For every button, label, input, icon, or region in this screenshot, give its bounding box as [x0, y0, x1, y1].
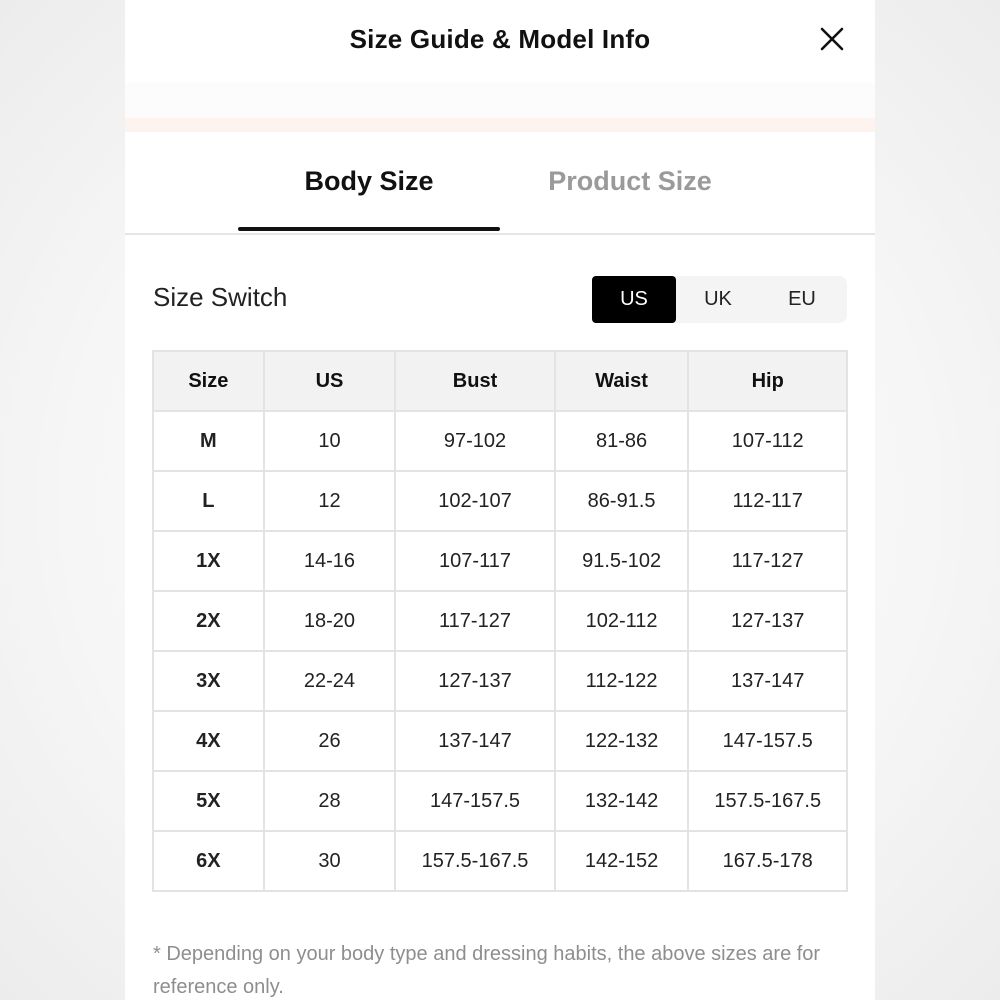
- size-guide-modal: [125, 0, 875, 1000]
- size-cell: 3X: [153, 651, 264, 711]
- table-row: [153, 411, 847, 471]
- waist-cell: 112-122: [555, 651, 689, 711]
- section-divider-band: [125, 118, 875, 132]
- hip-cell: 147-157.5: [688, 711, 847, 771]
- waist-cell: 91.5-102: [555, 531, 689, 591]
- size-cell: 5X: [153, 771, 264, 831]
- waist-cell: 132-142: [555, 771, 689, 831]
- table-row: [153, 591, 847, 651]
- size-cell: 6X: [153, 831, 264, 891]
- tab-body-size[interactable]: Body Size: [304, 166, 434, 196]
- hip-cell: 127-137: [688, 591, 847, 651]
- us-cell: 22-24: [264, 651, 396, 711]
- waist-cell: 86-91.5: [555, 471, 689, 531]
- hip-cell: 107-112: [688, 411, 847, 471]
- close-button[interactable]: [817, 24, 847, 54]
- size-cell: 1X: [153, 531, 264, 591]
- size-cell: 4X: [153, 711, 264, 771]
- bust-cell: 157.5-167.5: [395, 831, 555, 891]
- waist-cell: 102-112: [555, 591, 689, 651]
- us-cell: 30: [264, 831, 396, 891]
- size-chart-table: [152, 350, 848, 892]
- size-disclaimer-note: * Depending on your body type and dressing habits, the above sizes are for reference only.: [153, 943, 821, 998]
- modal-header: [125, 0, 875, 82]
- column-header-size: Size: [153, 351, 264, 411]
- model-info-area: [125, 82, 875, 118]
- unit-option-uk[interactable]: UK: [704, 288, 732, 310]
- table-row: [153, 651, 847, 711]
- waist-cell: 122-132: [555, 711, 689, 771]
- hip-cell: 117-127: [688, 531, 847, 591]
- bust-cell: 147-157.5: [395, 771, 555, 831]
- size-cell: 2X: [153, 591, 264, 651]
- size-switch-label: Size Switch: [153, 282, 288, 312]
- hip-cell: 137-147: [688, 651, 847, 711]
- table-row: [153, 471, 847, 531]
- us-cell: 12: [264, 471, 396, 531]
- hip-cell: 112-117: [688, 471, 847, 531]
- column-header-hip: Hip: [688, 351, 847, 411]
- us-cell: 18-20: [264, 591, 396, 651]
- size-unit-switch: [592, 276, 847, 323]
- size-cell: L: [153, 471, 264, 531]
- bust-cell: 137-147: [395, 711, 555, 771]
- column-header-us: US: [264, 351, 396, 411]
- tab-product-size[interactable]: Product Size: [548, 166, 712, 196]
- column-header-waist: Waist: [555, 351, 689, 411]
- active-tab-indicator: [238, 227, 500, 231]
- bust-cell: 102-107: [395, 471, 555, 531]
- us-cell: 10: [264, 411, 396, 471]
- bust-cell: 97-102: [395, 411, 555, 471]
- bust-cell: 117-127: [395, 591, 555, 651]
- us-cell: 14-16: [264, 531, 396, 591]
- close-icon: [817, 24, 847, 54]
- table-row: [153, 711, 847, 771]
- table-row: [153, 831, 847, 891]
- unit-option-eu[interactable]: EU: [788, 288, 816, 310]
- us-cell: 28: [264, 771, 396, 831]
- table-row: [153, 531, 847, 591]
- us-cell: 26: [264, 711, 396, 771]
- waist-cell: 81-86: [555, 411, 689, 471]
- bust-cell: 107-117: [395, 531, 555, 591]
- hip-cell: 157.5-167.5: [688, 771, 847, 831]
- modal-title: Size Guide & Model Info: [349, 24, 651, 54]
- size-tabs: [125, 132, 875, 235]
- waist-cell: 142-152: [555, 831, 689, 891]
- unit-option-us[interactable]: US: [592, 276, 676, 323]
- table-row: [153, 771, 847, 831]
- size-cell: M: [153, 411, 264, 471]
- table-header-row: [153, 351, 847, 411]
- column-header-bust: Bust: [395, 351, 555, 411]
- bust-cell: 127-137: [395, 651, 555, 711]
- hip-cell: 167.5-178: [688, 831, 847, 891]
